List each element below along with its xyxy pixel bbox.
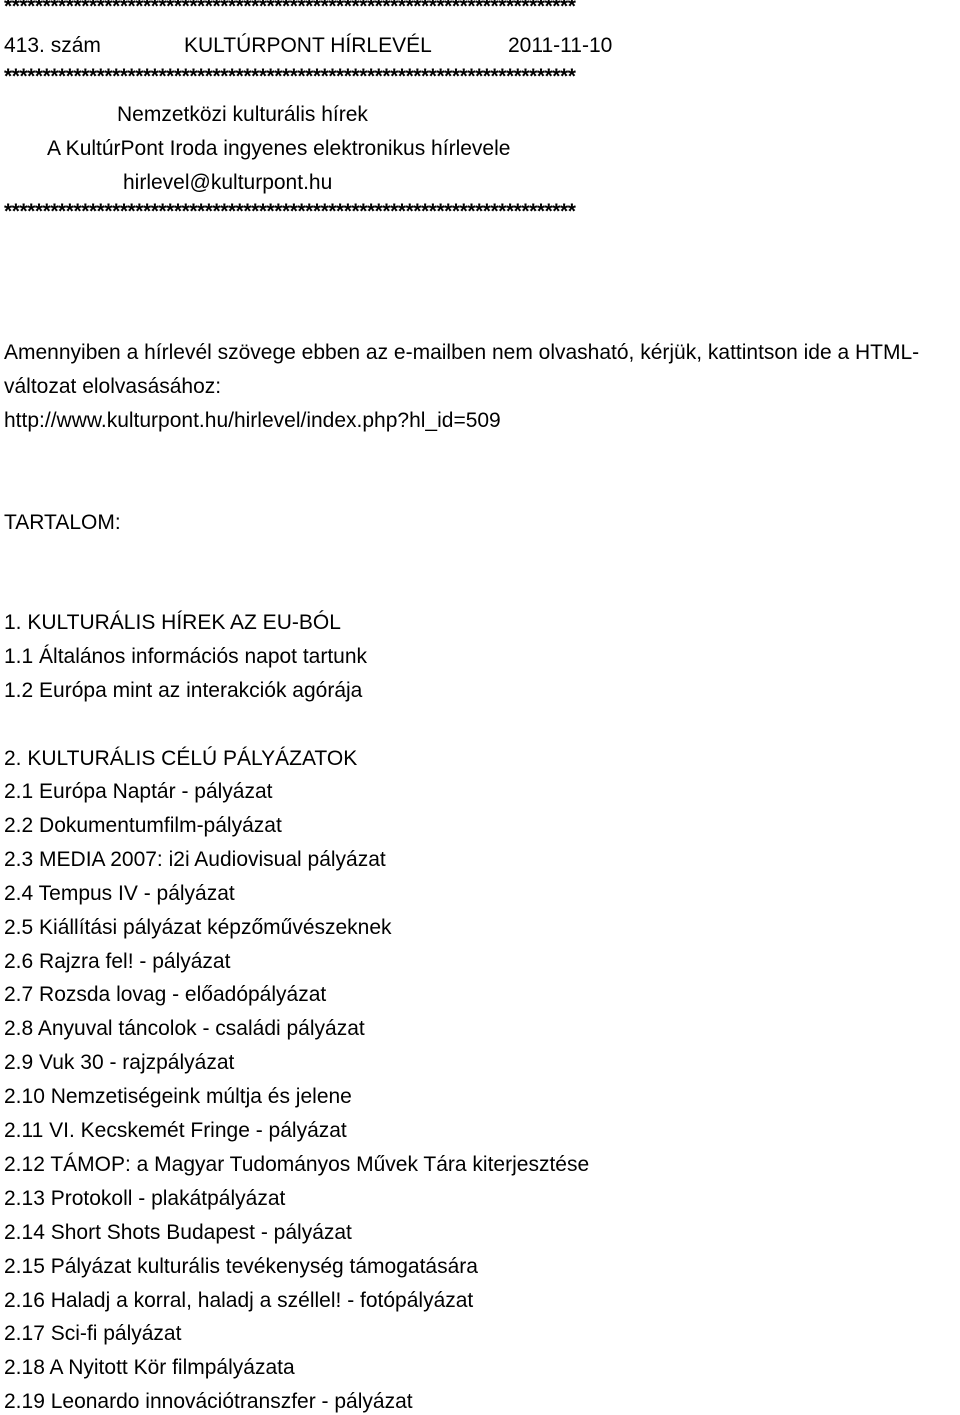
section-2-item[interactable]: 2.6 Rajzra fel! - pályázat [4, 949, 231, 973]
section-2-item[interactable]: 2.12 TÁMOP: a Magyar Tudományos Művek Tára kiterjesztése [4, 1152, 590, 1176]
subheader-line-2: A KultúrPont Iroda ingyenes elektronikus hírlevele [47, 137, 511, 160]
html-version-url[interactable] [4, 408, 501, 434]
section-2-item[interactable]: 2.13 Protokoll - plakátpályázat [4, 1186, 286, 1210]
email-link[interactable]: hirlevel@kulturpont.hu [123, 171, 333, 194]
separator-top: ************************************************************************** [4, 0, 576, 18]
notice-line-1: Amennyiben a hírlevél szövege ebben az e-mailben nem olvasható, kérjük, kattintson ide a HTML- [4, 341, 920, 364]
section-2-item[interactable]: 2.17 Sci-fi pályázat [4, 1322, 182, 1346]
issue-number: 413. szám [4, 34, 101, 57]
html-version-link[interactable]: http://www.kulturpont.hu/hirlevel/index.php?hl_id=509 [4, 409, 501, 432]
section-2-item[interactable]: 2.2 Dokumentumfilm-pályázat [4, 813, 282, 837]
issue-date: 2011-11-10 [508, 34, 613, 57]
section-2-item[interactable]: 2.15 Pályázat kulturális tevékenység támogatására [4, 1254, 478, 1278]
separator-2: ************************************************************************** [4, 65, 576, 88]
section-2-item[interactable]: 2.16 Haladj a korral, haladj a széllel! - fotópályázat [4, 1288, 474, 1312]
section-2-item[interactable]: 2.7 Rozsda lovag - előadópályázat [4, 983, 327, 1007]
section-2-item[interactable]: 2.18 A Nyitott Kör filmpályázata [4, 1356, 295, 1380]
section-2-item[interactable]: 2.10 Nemzetiségeink múltja és jelene [4, 1085, 352, 1109]
section-2-item[interactable]: 2.14 Short Shots Budapest - pályázat [4, 1220, 352, 1244]
section-2-item[interactable]: 2.19 Leonardo innovációtranszfer - pályázat [4, 1390, 413, 1414]
section-1-item[interactable]: 1.1 Általános információs napot tartunk [4, 645, 368, 668]
notice-line-2: változat elolvasásához: [4, 375, 222, 398]
section-2-item[interactable]: 2.1 Európa Naptár - pályázat [4, 780, 273, 803]
section-1-item[interactable]: 1.2 Európa mint az interakciók agórája [4, 679, 363, 702]
newsletter-header [4, 33, 960, 59]
section-2-item[interactable]: 2.3 MEDIA 2007: i2i Audiovisual pályázat [4, 847, 386, 871]
section-2-item[interactable]: 2.11 VI. Kecskemét Fringe - pályázat [4, 1119, 347, 1142]
section-2-item[interactable]: 2.8 Anyuval táncolok - családi pályázat [4, 1017, 365, 1041]
section-2-item[interactable]: 2.9 Vuk 30 - rajzpályázat [4, 1051, 235, 1075]
section-2-title[interactable]: 2. KULTURÁLIS CÉLÚ PÁLYÁZATOK [4, 747, 358, 770]
newsletter-title: KULTÚRPONT HÍRLEVÉL [184, 34, 432, 57]
newsletter-email[interactable] [123, 170, 332, 196]
separator-3: ************************************************************************** [4, 200, 576, 223]
subheader-line-1: Nemzetközi kulturális hírek [117, 103, 368, 126]
section-2-item[interactable]: 2.4 Tempus IV - pályázat [4, 881, 235, 905]
section-1-title[interactable]: 1. KULTURÁLIS HÍREK AZ EU-BÓL [4, 611, 341, 634]
toc-title: TARTALOM: [4, 511, 121, 534]
section-2-item[interactable]: 2.5 Kiállítási pályázat képzőművészeknek [4, 915, 392, 939]
